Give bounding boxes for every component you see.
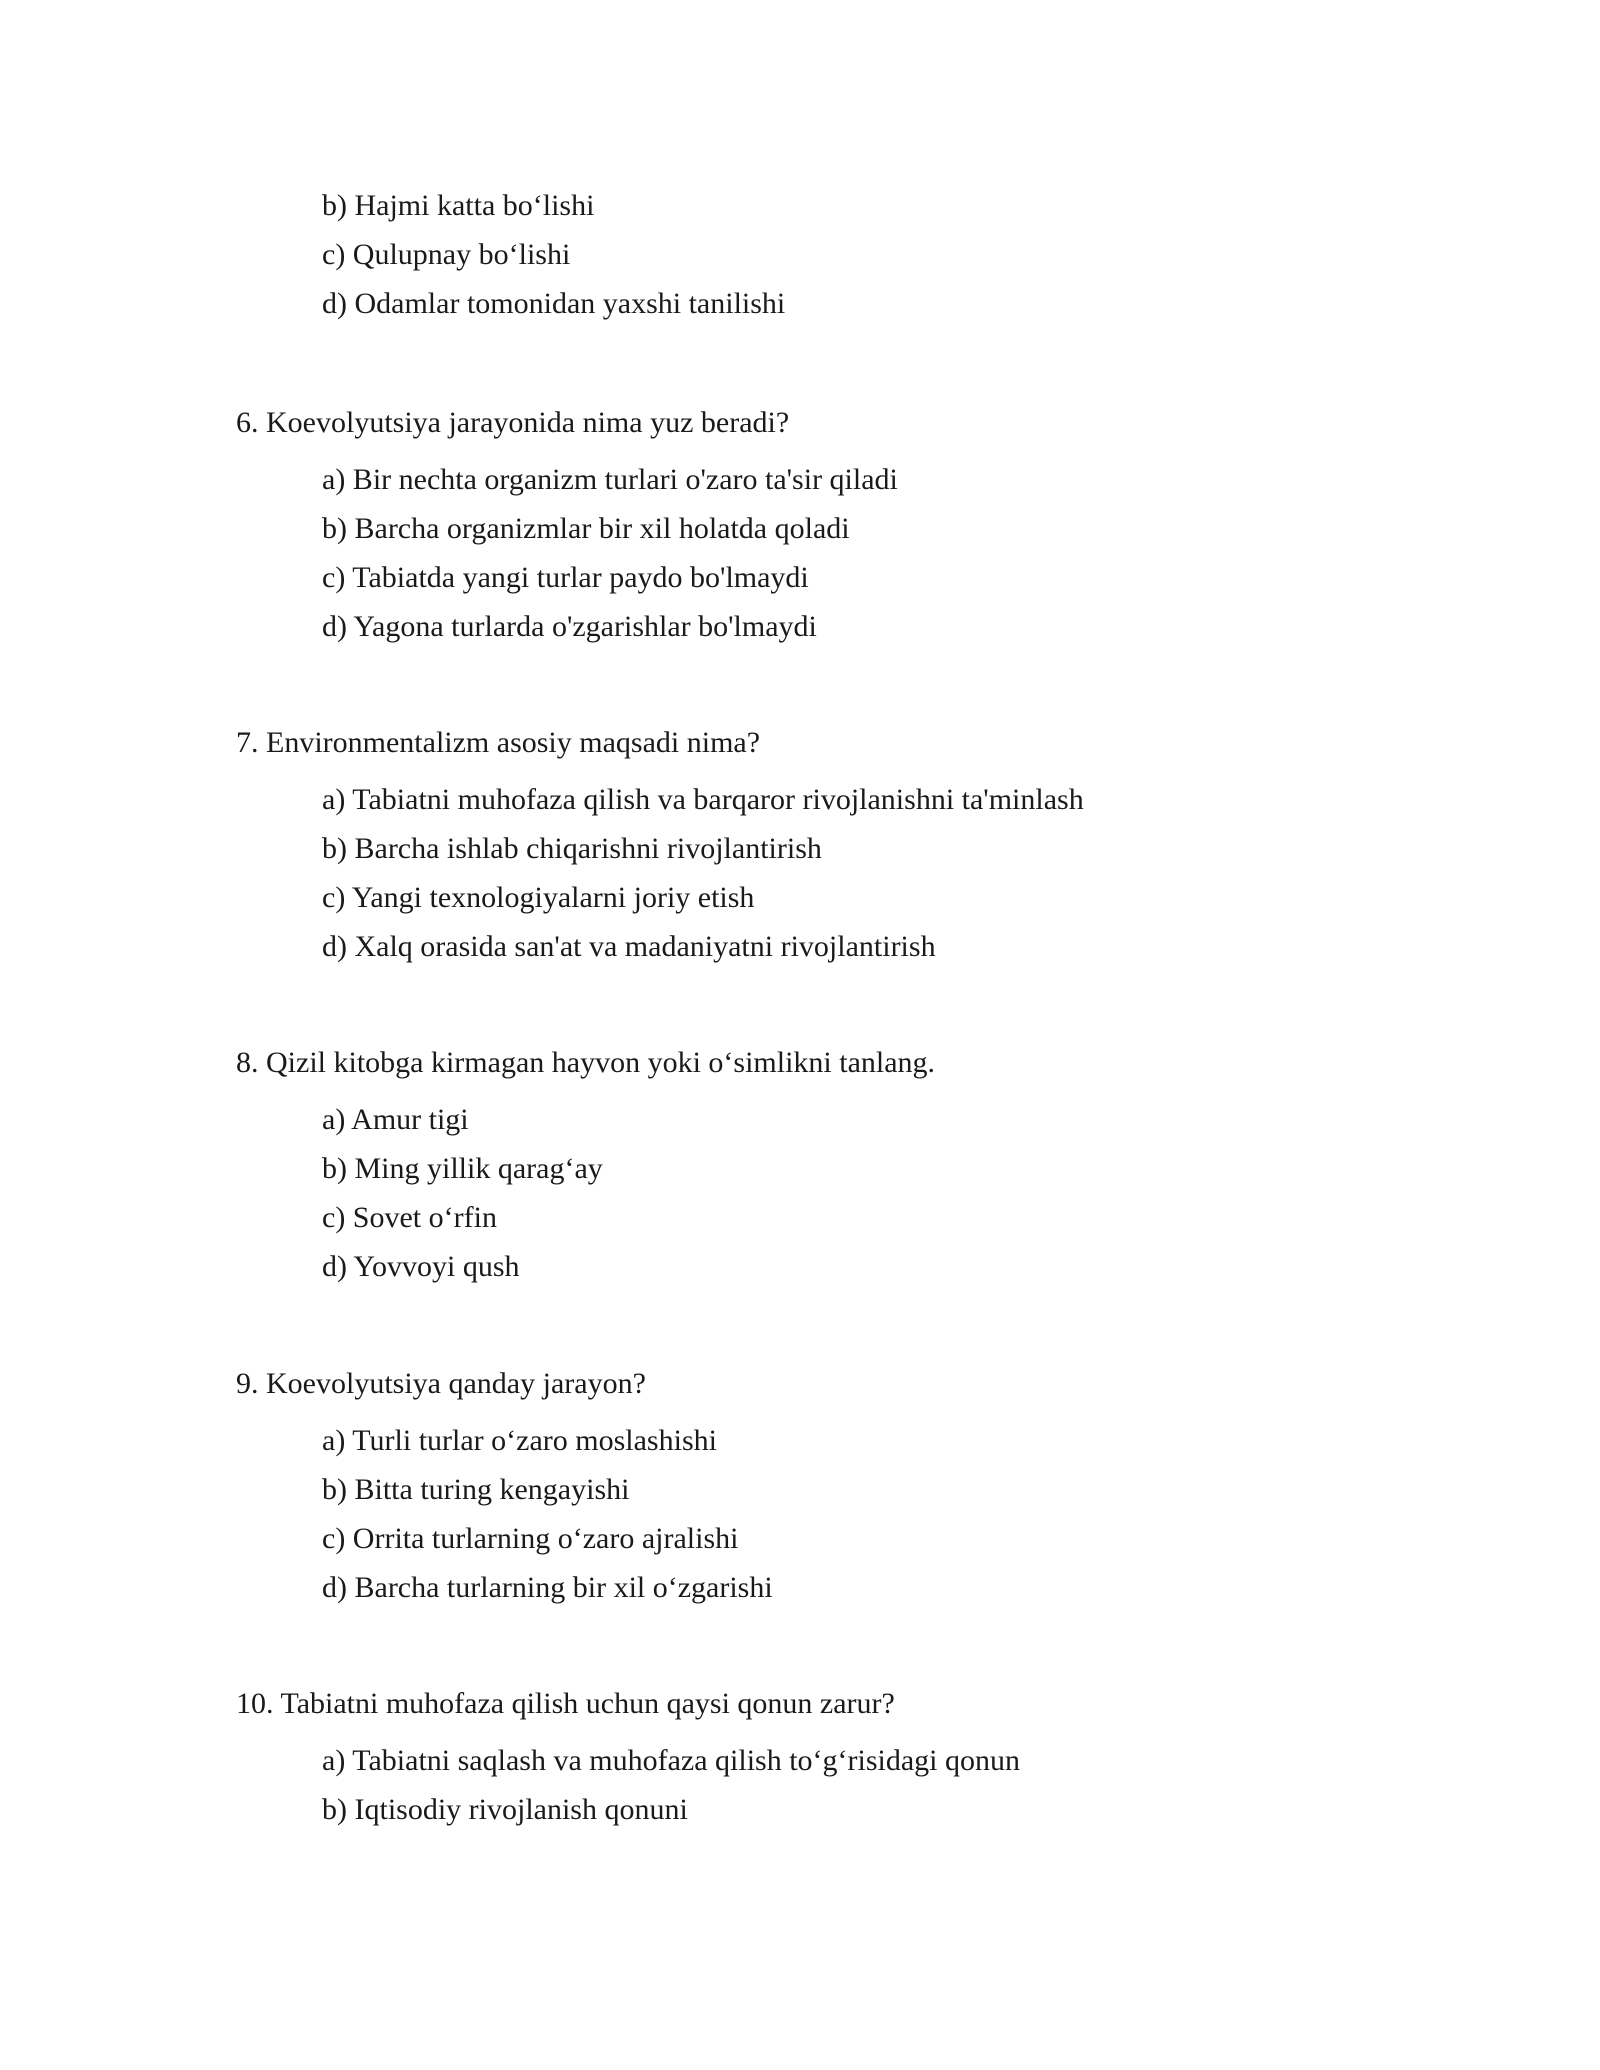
option-9c: c) Orrita turlarning o‘zaro ajralishi	[322, 1522, 739, 1555]
option-10a: a) Tabiatni saqlash va muhofaza qilish to‘g‘risidagi qonun	[322, 1744, 1021, 1777]
question-6-text: 6. Koevolyutsiya jarayonida nima yuz beradi?	[236, 406, 790, 439]
option-7c: c) Yangi texnologiyalarni joriy etish	[322, 881, 755, 914]
question-7-text: 7. Environmentalizm asosiy maqsadi nima?	[236, 726, 761, 759]
option-6b: b) Barcha organizmlar bir xil holatda qoladi	[322, 512, 850, 545]
question-10-text: 10. Tabiatni muhofaza qilish uchun qaysi qonun zarur?	[236, 1687, 895, 1720]
option-9b: b) Bitta turing kengayishi	[322, 1473, 630, 1506]
option-6c: c) Tabiatda yangi turlar paydo bo'lmaydi	[322, 561, 809, 594]
option-8c: c) Sovet o‘rfin	[322, 1201, 497, 1234]
option-9d: d) Barcha turlarning bir xil o‘zgarishi	[322, 1571, 773, 1604]
option-7a: a) Tabiatni muhofaza qilish va barqaror rivojlanishni ta'minlash	[322, 783, 1084, 816]
option-5b: b) Hajmi katta bo‘lishi	[322, 189, 595, 222]
option-7d: d) Xalq orasida san'at va madaniyatni rivojlantirish	[322, 930, 936, 963]
option-8a: a) Amur tigi	[322, 1103, 469, 1136]
option-6a: a) Bir nechta organizm turlari o'zaro ta'sir qiladi	[322, 463, 898, 496]
question-9-text: 9. Koevolyutsiya qanday jarayon?	[236, 1367, 646, 1400]
option-8d: d) Yovvoyi qush	[322, 1250, 520, 1283]
option-5c: c) Qulupnay bo‘lishi	[322, 238, 571, 271]
option-5d: d) Odamlar tomonidan yaxshi tanilishi	[322, 287, 786, 320]
option-10b: b) Iqtisodiy rivojlanish qonuni	[322, 1793, 688, 1826]
option-7b: b) Barcha ishlab chiqarishni rivojlantirish	[322, 832, 822, 865]
option-9a: a) Turli turlar o‘zaro moslashishi	[322, 1424, 717, 1457]
question-8-text: 8. Qizil kitobga kirmagan hayvon yoki o‘simlikni tanlang.	[236, 1046, 936, 1079]
option-6d: d) Yagona turlarda o'zgarishlar bo'lmaydi	[322, 610, 817, 643]
option-8b: b) Ming yillik qarag‘ay	[322, 1152, 603, 1185]
